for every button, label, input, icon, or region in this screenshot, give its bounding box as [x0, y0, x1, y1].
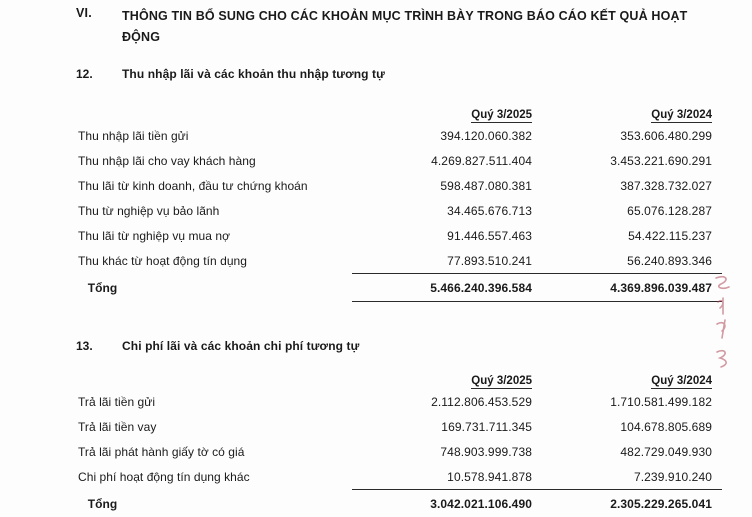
row-value-q3-2025: 598.487.080.381 — [440, 178, 532, 193]
section-number: VI. — [76, 6, 92, 20]
row-value-q3-2024: 104.678.805.689 — [620, 419, 712, 434]
table-header-row — [0, 361, 752, 389]
row-pad — [722, 198, 752, 223]
total-pad — [722, 490, 752, 517]
table-row — [0, 389, 752, 414]
row-label: Thu lãi từ kinh doanh, đầu tư chứng khoán — [78, 178, 308, 193]
table-row — [0, 464, 752, 490]
table-row — [0, 123, 752, 148]
row-pad — [722, 248, 752, 274]
total-value-q3-2024: 4.369.896.039.487 — [542, 274, 722, 302]
row-pad — [722, 123, 752, 148]
row-pad — [722, 223, 752, 248]
row-value-q3-2025: 169.731.711.345 — [441, 419, 532, 434]
row-pad — [722, 173, 752, 198]
row-value-q3-2024: 56.240.893.346 — [627, 253, 712, 268]
note-12-table — [0, 95, 752, 302]
table-row — [0, 198, 752, 223]
row-pad — [722, 389, 752, 414]
table-row — [0, 173, 752, 198]
note-13-number: 13. — [76, 339, 93, 353]
row-label: Thu nhập lãi cho vay khách hàng — [78, 153, 256, 168]
table-row — [0, 248, 752, 274]
row-value-q3-2024: 3.453.221.690.291 — [610, 153, 712, 168]
note-12-table-header — [0, 95, 752, 123]
column-header-q3-2024: Quý 3/2024 — [651, 109, 712, 121]
note-12-title: Thu nhập lãi và các khoản thu nhập tương tự — [122, 67, 385, 81]
row-pad — [722, 439, 752, 464]
row-label: Thu nhập lãi tiền gửi — [78, 128, 189, 143]
row-value-q3-2025: 748.903.999.738 — [440, 444, 532, 459]
row-label: Thu lãi từ nghiệp vụ mua nợ — [78, 228, 231, 243]
note-13-title: Chi phí lãi và các khoản chi phí tương tự — [122, 339, 360, 353]
column-header-label — [0, 95, 352, 123]
total-value-q3-2024: 2.305.229.265.041 — [542, 490, 722, 517]
total-value-q3-2025: 5.466.240.396.584 — [352, 274, 542, 302]
row-value-q3-2025: 2.112.806.453.529 — [431, 394, 532, 409]
table-row — [0, 148, 752, 173]
column-header-pad — [722, 95, 752, 123]
row-label: Thu khác từ hoạt động tín dụng — [78, 253, 247, 268]
table-row — [0, 439, 752, 464]
row-label: Chi phí hoạt động tín dụng khác — [78, 469, 250, 484]
total-label: Tổng — [87, 280, 118, 295]
row-label: Trả lãi tiền vay — [78, 419, 157, 434]
row-label: Trả lãi phát hành giấy tờ có giá — [78, 444, 245, 459]
row-label: Thu từ nghiệp vụ bảo lãnh — [78, 203, 220, 218]
table-row — [0, 414, 752, 439]
row-value-q3-2024: 1.710.581.499.182 — [610, 394, 712, 409]
column-header-pad — [722, 361, 752, 389]
row-pad — [722, 414, 752, 439]
table-row — [0, 223, 752, 248]
note-13-table — [0, 361, 752, 517]
row-value-q3-2025: 4.269.827.511.404 — [431, 153, 532, 168]
row-value-q3-2025: 91.446.557.463 — [447, 228, 532, 243]
row-value-q3-2025: 34.465.676.713 — [447, 203, 532, 218]
row-value-q3-2024: 65.076.128.287 — [627, 203, 712, 218]
column-header-q3-2025: Quý 3/2025 — [471, 375, 532, 387]
row-pad — [722, 464, 752, 490]
column-header-label — [0, 361, 352, 389]
row-value-q3-2024: 353.606.480.299 — [620, 128, 712, 143]
note-13-table-body — [0, 389, 752, 517]
column-header-q3-2025: Quý 3/2025 — [471, 109, 532, 121]
column-header-q3-2024: Quý 3/2024 — [651, 375, 712, 387]
row-value-q3-2025: 10.578.941.878 — [447, 469, 532, 484]
total-label: Tổng — [87, 496, 118, 511]
table-header-row — [0, 95, 752, 123]
total-pad — [722, 274, 752, 302]
table-total-row — [0, 490, 752, 517]
note-13-table-header — [0, 361, 752, 389]
section-title: THÔNG TIN BỔ SUNG CHO CÁC KHOẢN MỤC TRÌNH BÀY TRONG BÁO CÁO KẾT QUẢ HOẠT ĐỘNG — [122, 9, 688, 44]
table-total-row — [0, 274, 752, 302]
row-value-q3-2025: 77.893.510.241 — [447, 253, 532, 268]
row-value-q3-2024: 482.729.049.930 — [620, 444, 712, 459]
row-label: Trả lãi tiền gửi — [78, 394, 156, 409]
row-pad — [722, 148, 752, 173]
row-value-q3-2025: 394.120.060.382 — [440, 128, 532, 143]
row-value-q3-2024: 7.239.910.240 — [633, 469, 712, 484]
total-value-q3-2025: 3.042.021.106.490 — [352, 490, 542, 517]
note-12-number: 12. — [76, 67, 93, 81]
row-value-q3-2024: 387.328.732.027 — [620, 178, 712, 193]
row-value-q3-2024: 54.422.115.237 — [628, 228, 712, 243]
note-12-table-body — [0, 123, 752, 302]
